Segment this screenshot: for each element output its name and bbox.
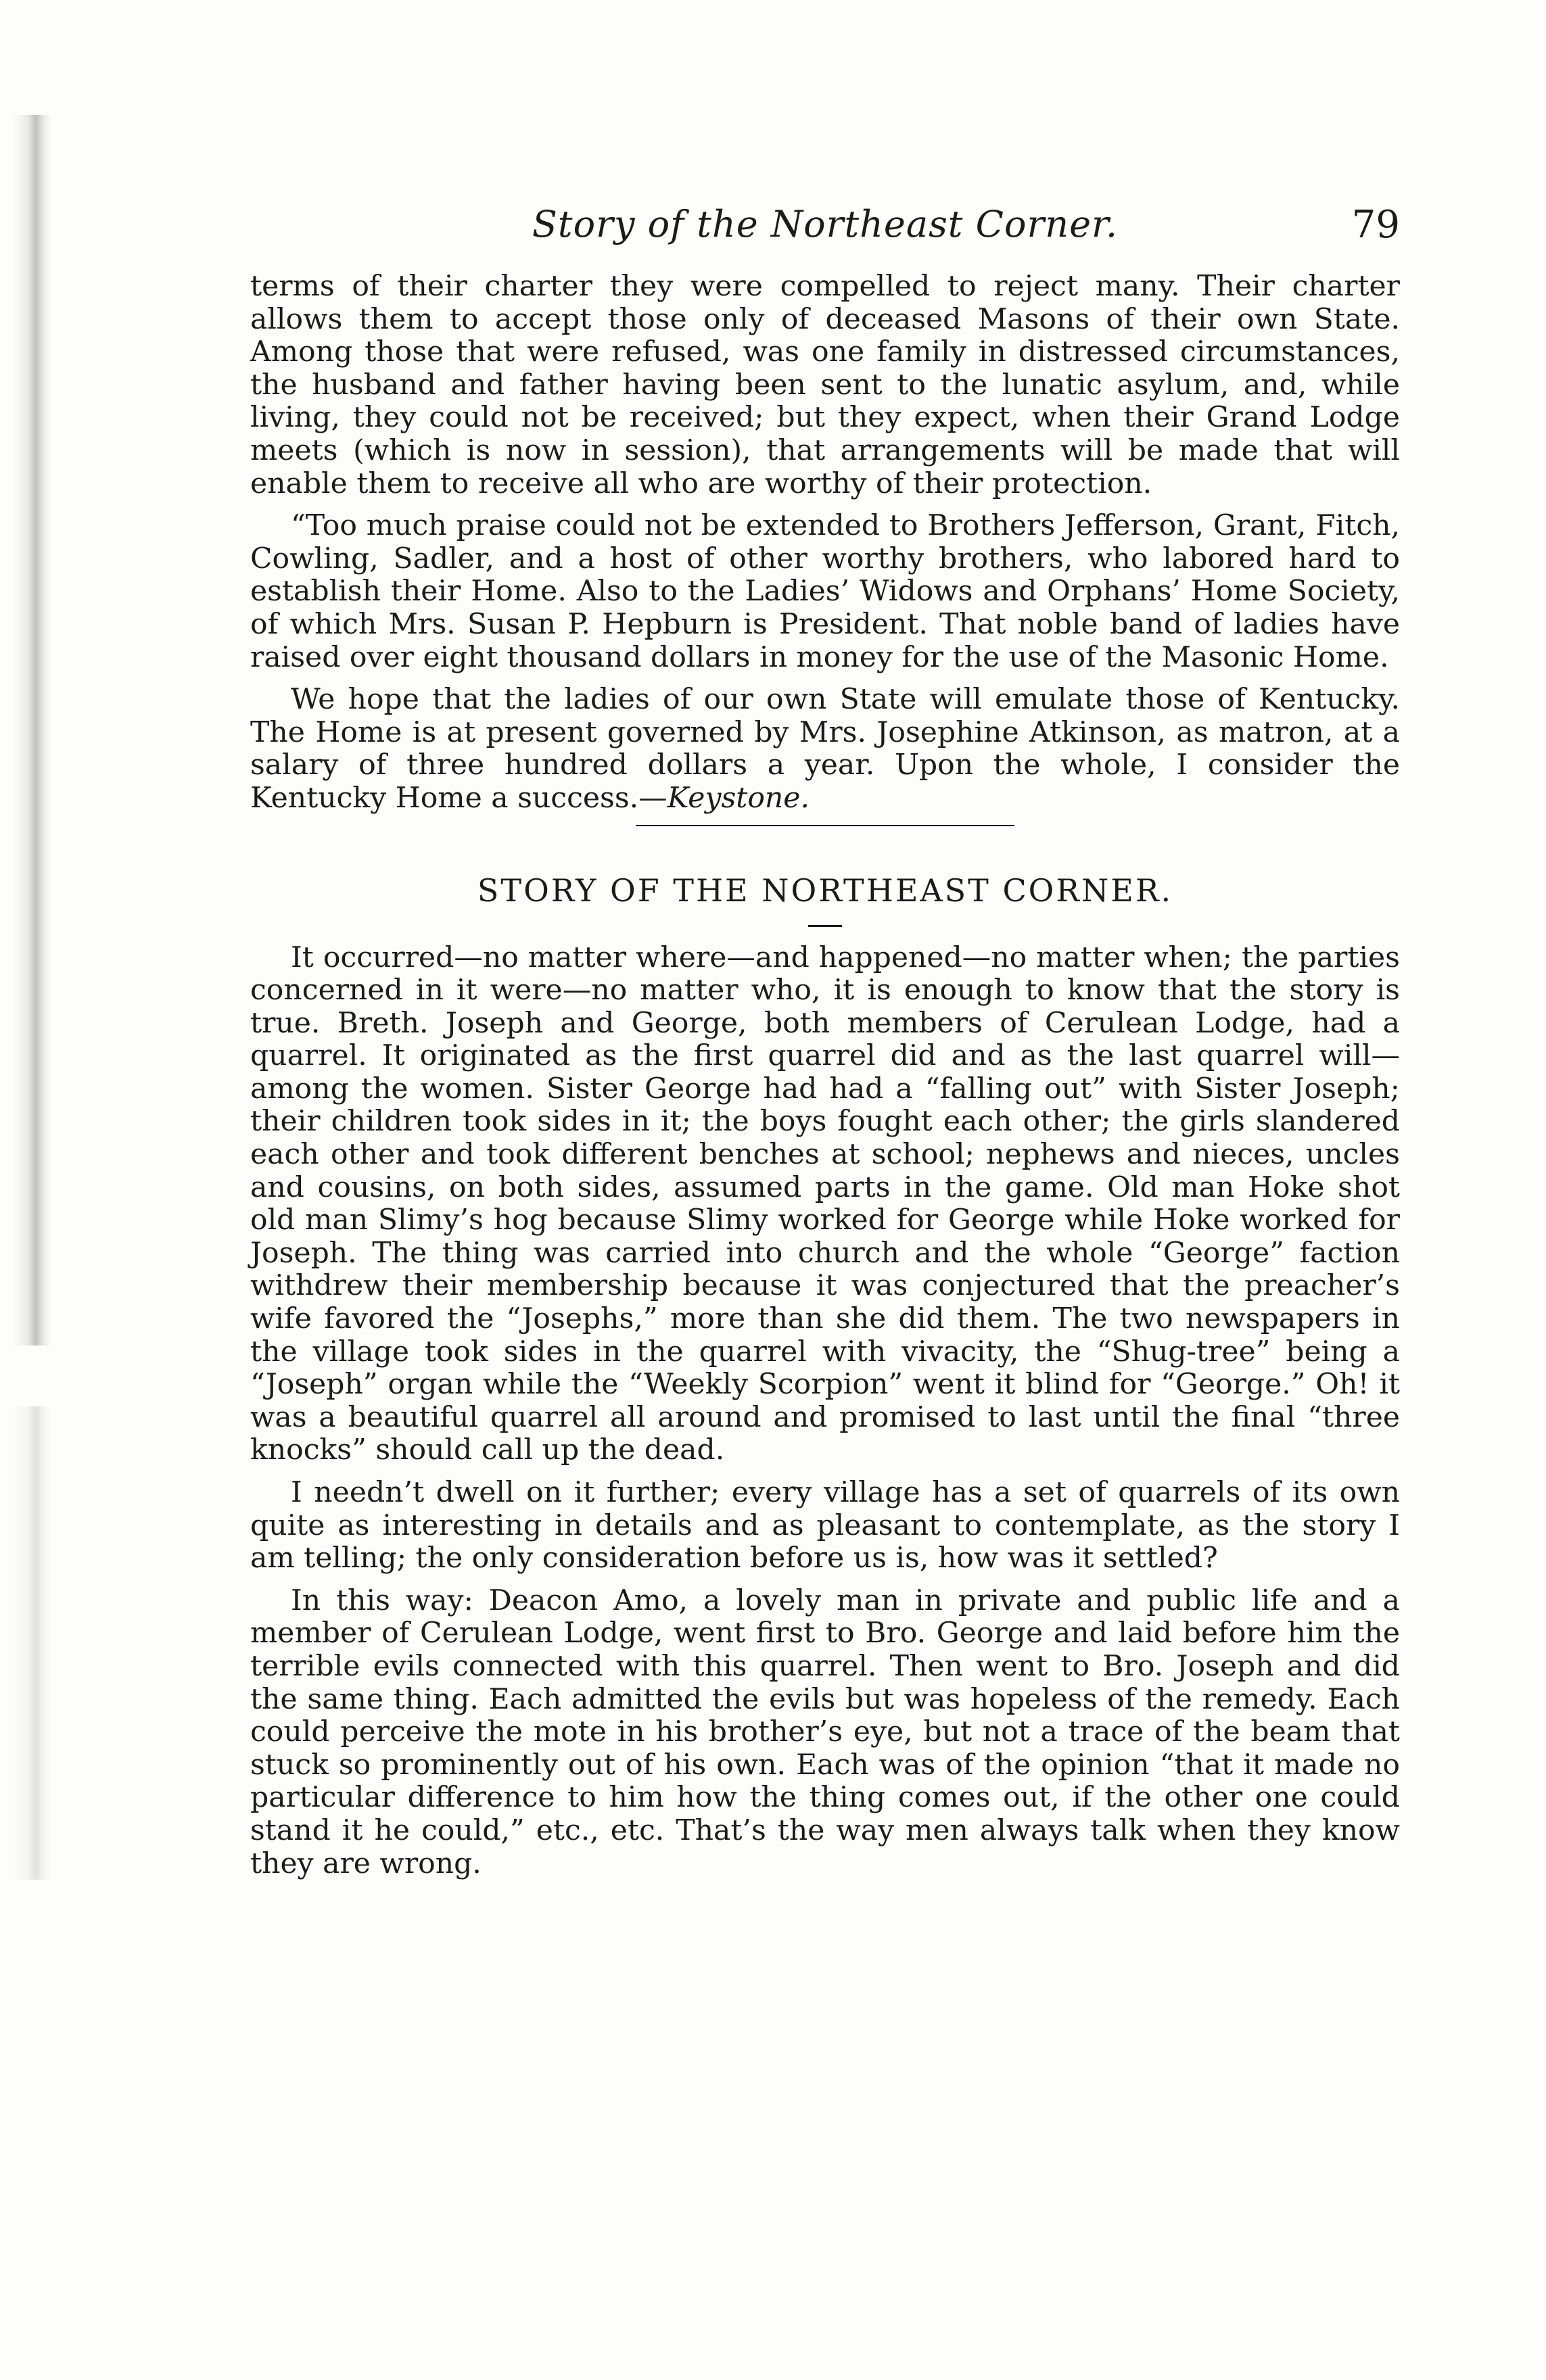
page-number: 79 <box>1351 203 1400 247</box>
section-heading: STORY OF THE NORTHEAST CORNER. <box>477 872 1173 909</box>
article-paragraph: In this way: Deacon Amo, a lovely man in private and public life and a member of Cerulean Lodge, went first to Bro. George and laid before him the terrible evils connected with this quarrel. Then went to Bro. Joseph and did the same thing. Each admitted the evils but was hopeless of the remedy. Each could perceive the mote in his brother’s eye, but not a trace of the beam that stuck so prominently out of his own. Each was of the opinion “that it made no particular difference to him how the thing comes out, if the other one could stand it he could,” etc., etc. That’s the way men always talk when they know they are wrong. <box>250 1584 1400 1880</box>
article-paragraph: It occurred—no matter where—and happened—no matter when; the parties concerned in it were—no matter who, it is enough to know that the story is true. Breth. Joseph and George, both members of Cerulean Lodge, had a quarrel. It originated as the first quarrel did and as the last quarrel will—among the women. Sister George had had a “falling out” with Sister Joseph; their children took sides in it; the boys fought each other; the girls slandered each other and took different benches at school; nephews and nieces, uncles and cousins, on both sides, assumed parts in the game. Old man Hoke shot old man Slimy’s hog because Slimy worked for George while Hoke worked for Joseph. The thing was carried into church and the whole “George” faction withdrew their membership because it was conjectured that the preacher’s wife favored the “Josephs,” more than she did them. The two newspapers in the village took sides in the quarrel with vivacity, the “Shug-tree” being a “Joseph” organ while the “Weekly Scorpion” went it blind for “George.” Oh! it was a beautiful quarrel all around and promised to last until the final “three knocks” should call up the dead. <box>250 941 1400 1467</box>
article-paragraph: “Too much praise could not be extended to Brothers Jefferson, Grant, Fitch, Cowling, Sadler, and a host of other worthy brothers, who labored hard to establish their Home. Also to the Ladies’ Widows and Orphans’ Home Society, of which Mrs. Susan P. Hepburn is President. That noble band of ladies have raised over eight thousand dollars in money for the use of the Masonic Home. <box>250 509 1400 674</box>
source-signature: Keystone. <box>667 781 810 815</box>
scan-binding-edge <box>12 115 51 1346</box>
running-head-title: Story of the Northeast Corner. <box>532 203 1119 245</box>
heading-rule <box>808 925 842 927</box>
article-paragraph-closing <box>250 684 1400 815</box>
article-northeast-corner <box>250 872 1400 1881</box>
article-end-rule <box>636 825 1014 826</box>
scan-binding-edge-lower <box>12 1406 51 1880</box>
closing-text: We hope that the ladies of our own State will emulate those of Kentucky. The Home is at present governed by Mrs. Josephine Atkinson, as matron, at a salary of three hundred dollars a year. Upon the whole, I consider the Kentucky Home a success.— <box>250 683 1400 815</box>
article-kentucky-home <box>250 270 1400 826</box>
book-page <box>250 203 1400 1890</box>
article-paragraph: I needn’t dwell on it further; every village has a set of quarrels of its own quite as interesting in details and as pleasant to contemplate, as the story I am telling; the only consideration before us is, how was it settled? <box>250 1476 1400 1575</box>
article-paragraph: terms of their charter they were compelled to reject many. Their charter allows them to accept those only of deceased Masons of their own State. Among those that were refused, was one family in distressed circumstances, the husband and father having been sent to the lunatic asylum, and, while living, they could not be received; but they expect, when their Grand Lodge meets (which is now in session), that arrangements will be made that will enable them to receive all who are worthy of their protection. <box>250 270 1400 500</box>
running-head <box>250 203 1400 250</box>
